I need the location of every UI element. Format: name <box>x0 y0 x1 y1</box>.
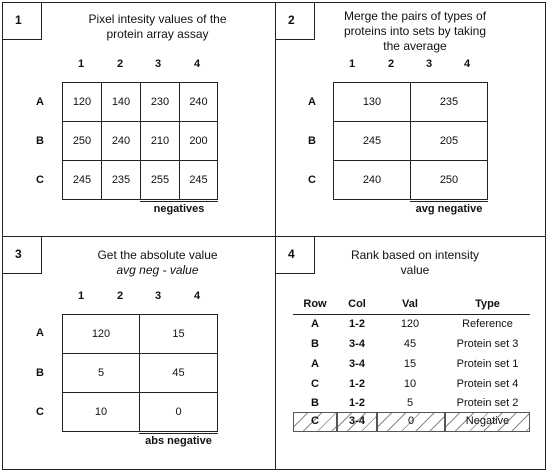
panel-3-title-line: Get the absolute value <box>97 248 218 262</box>
grid-cell: 45 <box>139 353 218 393</box>
table-cell-type: Reference <box>462 318 513 330</box>
panel-1-title-line: protein array assay <box>106 27 209 41</box>
col-header: 3 <box>425 58 433 70</box>
grid-cell: 10 <box>62 392 140 432</box>
panel-2-title <box>315 9 515 54</box>
row-header: B <box>308 135 316 147</box>
grid-cell: 255 <box>140 160 180 200</box>
table-cell-col: 1-2 <box>349 378 365 390</box>
table-cell-type: Negative <box>465 415 510 427</box>
grid-cell: 245 <box>179 160 218 200</box>
table-cell-type: Protein set 4 <box>456 378 519 390</box>
panel-1-number: 1 <box>2 2 42 40</box>
table-cell-type: Protein set 3 <box>456 338 519 350</box>
col-header: 1 <box>77 58 85 70</box>
grid-cell: 130 <box>333 82 411 122</box>
table-header-row: Row <box>303 298 327 310</box>
grid-cell: 5 <box>62 353 140 393</box>
col-header: 4 <box>193 58 201 70</box>
grid-cell: 0 <box>139 392 218 432</box>
panel-1-title-line: Pixel intesity values of the <box>88 12 227 26</box>
panel-2-title-line: the average <box>383 39 447 53</box>
panel-1-title <box>40 12 275 42</box>
table-cell-val: 0 <box>407 415 415 427</box>
row-header: C <box>308 174 316 186</box>
avg-negative-bracket-label: avg negative <box>410 201 488 215</box>
col-header: 2 <box>387 58 395 70</box>
grid-cell: 200 <box>179 121 218 161</box>
table-cell-row: A <box>311 358 319 370</box>
panel-3-subtitle: avg neg - value <box>116 263 199 277</box>
table-cell-val: 10 <box>403 378 417 390</box>
table-cell-row: B <box>311 397 319 409</box>
panel-3-number: 3 <box>2 236 42 274</box>
table-cell-row: C <box>311 378 319 390</box>
table-cell-val: 45 <box>403 338 417 350</box>
panel-4-title <box>315 248 515 278</box>
row-header: A <box>36 96 44 108</box>
table-cell-col: 1-2 <box>349 318 365 330</box>
row-header: B <box>36 367 44 379</box>
col-header: 1 <box>348 58 356 70</box>
col-header: 4 <box>463 58 471 70</box>
table-cell-row: A <box>311 318 319 330</box>
horizontal-divider <box>2 236 546 237</box>
table-cell-col: 1-2 <box>349 397 365 409</box>
row-header: B <box>36 135 44 147</box>
panel-4-title-line: Rank based on intensity <box>350 248 480 262</box>
table-cell-row: B <box>311 338 319 350</box>
row-header: C <box>36 406 44 418</box>
grid-cell: 15 <box>139 314 218 354</box>
col-header: 2 <box>116 290 124 302</box>
grid-cell: 240 <box>101 121 141 161</box>
col-header: 1 <box>77 290 85 302</box>
col-header: 3 <box>154 290 162 302</box>
grid-cell: 120 <box>62 314 140 354</box>
table-cell-col: 3-4 <box>349 358 365 370</box>
panel-4-number: 4 <box>275 236 315 274</box>
table-cell-col: 3-4 <box>349 415 365 427</box>
table-header-type: Type <box>475 298 500 310</box>
col-header: 3 <box>154 58 162 70</box>
grid-cell: 210 <box>140 121 180 161</box>
table-cell-col: 3-4 <box>349 338 365 350</box>
grid-cell: 250 <box>62 121 102 161</box>
table-cell-type: Protein set 2 <box>456 397 519 409</box>
grid-cell: 240 <box>333 160 411 200</box>
grid-cell: 250 <box>410 160 488 200</box>
grid-cell: 140 <box>101 82 141 122</box>
grid-cell: 120 <box>62 82 102 122</box>
table-header-val: Val <box>402 298 418 310</box>
table-cell-type: Protein set 1 <box>456 358 519 370</box>
negatives-bracket-label: negatives <box>140 201 218 215</box>
table-header-col: Col <box>348 298 366 310</box>
panel-3-title <box>40 248 275 278</box>
grid-cell: 235 <box>410 82 488 122</box>
row-header: A <box>36 327 44 339</box>
panel-2-title-line: Merge the pairs of types of <box>343 9 487 23</box>
grid-cell: 240 <box>179 82 218 122</box>
table-cell-val: 15 <box>403 358 417 370</box>
grid-cell: 235 <box>101 160 141 200</box>
row-header: C <box>36 174 44 186</box>
grid-cell: 230 <box>140 82 180 122</box>
row-header: A <box>308 96 316 108</box>
table-cell-row: C <box>311 415 319 427</box>
table-header-rule <box>293 314 530 315</box>
table-cell-val: 5 <box>406 397 414 409</box>
table-cell-val: 120 <box>400 318 420 330</box>
panel-2-title-line: proteins into sets by taking <box>343 24 487 38</box>
panel-2-number: 2 <box>275 2 315 40</box>
grid-cell: 245 <box>62 160 102 200</box>
col-header: 4 <box>193 290 201 302</box>
panel-4-title-line: value <box>400 263 430 277</box>
grid-cell: 205 <box>410 121 488 161</box>
abs-negative-bracket-label: abs negative <box>139 433 218 447</box>
col-header: 2 <box>116 58 124 70</box>
grid-cell: 245 <box>333 121 411 161</box>
